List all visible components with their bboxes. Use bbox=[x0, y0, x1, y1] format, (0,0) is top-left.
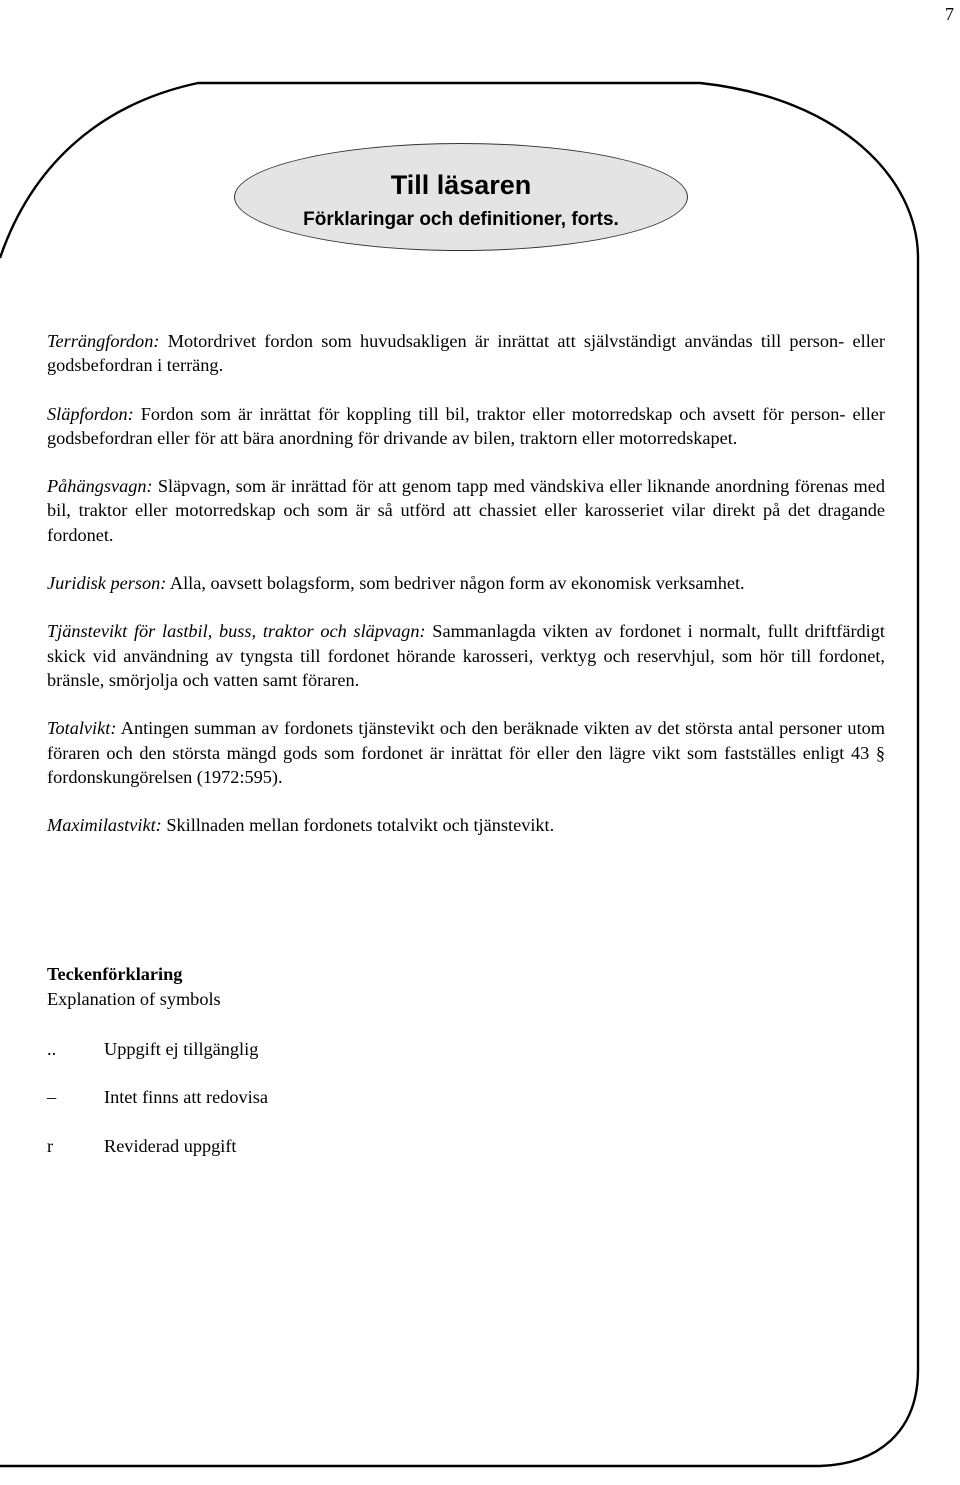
definition-tjanstevikt bbox=[47, 619, 885, 692]
legend-item bbox=[47, 1085, 647, 1109]
definition-juridisk-person bbox=[47, 571, 885, 595]
definition-slapfordon bbox=[47, 402, 885, 451]
legend-description: Reviderad uppgift bbox=[104, 1136, 237, 1156]
legend-symbol: – bbox=[47, 1087, 57, 1107]
legend-title: Teckenförklaring bbox=[47, 964, 183, 984]
legend-symbol: r bbox=[47, 1136, 54, 1156]
definitions-list bbox=[47, 329, 885, 861]
definition-maximilastvikt bbox=[47, 813, 885, 837]
legend-description: Intet finns att redovisa bbox=[104, 1087, 268, 1107]
definition-text: Alla, oavsett bolagsform, som bedriver någon form av ekonomisk verksamhet. bbox=[169, 573, 745, 594]
legend-subtitle: Explanation of symbols bbox=[47, 988, 221, 1009]
definition-term: Tjänstevikt för lastbil, buss, traktor och släpvagn: bbox=[47, 621, 426, 642]
legend-symbol: .. bbox=[47, 1039, 57, 1059]
definition-text: Släpvagn, som är inrättad för att genom tapp med vändskiva eller liknande anordning förenas med bil, traktor eller motorredskap och som är så utförd att chassiet eller karosseriet vilar direkt på det dragande fordonet. bbox=[47, 476, 885, 545]
header-oval bbox=[234, 143, 688, 251]
definition-term: Terrängfordon: bbox=[47, 331, 160, 351]
header-subtitle: Förklaringar och definitioner, forts. bbox=[303, 209, 619, 230]
symbol-legend bbox=[47, 962, 647, 1158]
definition-term: Maximilastvikt: bbox=[47, 815, 162, 836]
definition-pahangsvagn bbox=[47, 474, 885, 547]
header-title: Till läsaren bbox=[390, 170, 532, 200]
definition-text: Skillnaden mellan fordonets totalvikt och tjänstevikt. bbox=[166, 815, 555, 836]
definition-text: Fordon som är inrättat för koppling till bil, traktor eller motorredskap och avsett för person- eller godsbefordran eller för att bära anordning för drivande av bilen, traktorn eller motorredskapet. bbox=[47, 403, 885, 448]
definition-terrangfordon bbox=[47, 329, 885, 378]
definition-term: Juridisk person: bbox=[47, 573, 167, 594]
definition-text: Motordrivet fordon som huvudsakligen är inrättat att självständigt användas till person- eller godsbefordran i terräng. bbox=[47, 331, 885, 376]
definition-text: Antingen summan av fordonets tjänstevikt och den beräknade vikten av det största antal personer utom föraren och den största mängd gods som fordonet är inrättat för eller den lägre vikt som fastställes enligt 43 § fordonskungörelsen (1972:595). bbox=[47, 718, 886, 787]
definition-term: Totalvikt: bbox=[47, 718, 117, 739]
legend-item bbox=[47, 1037, 647, 1061]
legend-description: Uppgift ej tillgänglig bbox=[104, 1039, 259, 1059]
definition-term: Påhängsvagn: bbox=[47, 476, 153, 497]
definition-totalvikt bbox=[47, 716, 885, 789]
legend-item bbox=[47, 1134, 647, 1158]
page-number: 7 bbox=[945, 4, 954, 24]
definition-term: Släpfordon: bbox=[47, 403, 134, 424]
definition-text: Sammanlagda vikten av fordonet i normalt, fullt driftfärdigt skick vid användning av tyngsta till fordonet hörande karosseri, verktyg och reservhjul, som hör till fordonet, bränsle, smörjolja och vatten samt föraren. bbox=[47, 621, 885, 690]
